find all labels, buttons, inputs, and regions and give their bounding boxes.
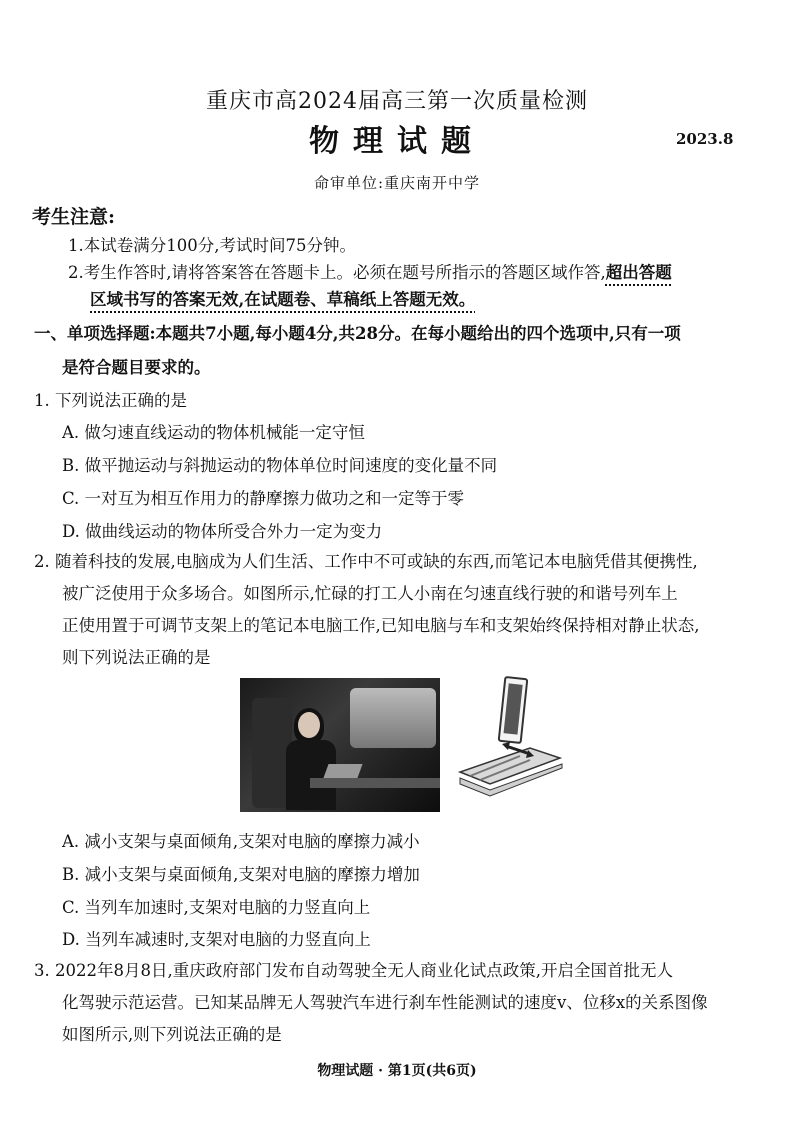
notice-item-1: 1.本试卷满分100分,考试时间75分钟。 <box>68 236 356 255</box>
q2-option-b: B. 减小支架与桌面倾角,支架对电脑的摩擦力增加 <box>62 865 420 884</box>
compiling-unit: 命审单位:重庆南开中学 <box>313 174 481 192</box>
q3-stem-2: 化驾驶示范运营。已知某品牌无人驾驶汽车进行刹车性能测试的速度v、位移x的关系图像 <box>62 993 708 1012</box>
q1-stem: 1. 下列说法正确的是 <box>34 391 187 410</box>
q2-stem-2: 被广泛使用于众多场合。如图所示,忙碌的打工人小南在匀速直线行驶的和谐号列车上 <box>62 584 678 603</box>
q2-stem-1: 2. 随着科技的发展,电脑成为人们生活、工作中不可或缺的东西,而笔记本电脑凭借其便携性, <box>34 552 698 571</box>
notice-item-2-text: 2.考生作答时,请将答案答在答题卡上。必须在题号所指示的答题区域作答, <box>68 263 606 282</box>
train-photo <box>240 678 440 812</box>
q1-option-d: D. 做曲线运动的物体所受合外力一定为变力 <box>62 522 383 541</box>
section-1-heading-cont: 是符合题目要求的。 <box>62 358 211 377</box>
section-1-heading: 一、单项选择题:本题共7小题,每小题4分,共28分。在每小题给出的四个选项中,只有一项 <box>34 324 681 343</box>
notice-heading: 考生注意: <box>32 206 116 228</box>
q3-stem-1: 3. 2022年8月8日,重庆政府部门发布自动驾驶全无人商业化试点政策,开启全国首批无人 <box>34 961 673 980</box>
subject-title: 物理试题 <box>309 124 485 159</box>
q1-option-a: A. 做匀速直线运动的物体机械能一定守恒 <box>62 423 365 442</box>
exam-title: 重庆市高2024届高三第一次质量检测 <box>206 89 588 114</box>
q2-stem-3: 正使用置于可调节支架上的笔记本电脑工作,已知电脑与车和支架始终保持相对静止状态, <box>62 616 700 635</box>
laptop-stand-diagram <box>450 672 570 812</box>
notice-item-2-cont: 区域书写的答案无效,在试题卷、草稿纸上答题无效。 <box>90 290 476 309</box>
q3-stem-3: 如图所示,则下列说法正确的是 <box>62 1025 282 1044</box>
page-footer: 物理试题 · 第1页(共6页) <box>317 1063 477 1079</box>
q1-option-b: B. 做平抛运动与斜抛运动的物体单位时间速度的变化量不同 <box>62 456 498 475</box>
q2-option-d: D. 当列车减速时,支架对电脑的力竖直向上 <box>62 930 371 949</box>
q2-stem-4: 则下列说法正确的是 <box>62 648 211 667</box>
q2-option-a: A. 减小支架与桌面倾角,支架对电脑的摩擦力减小 <box>62 832 420 851</box>
q1-option-c: C. 一对互为相互作用力的静摩擦力做功之和一定等于零 <box>62 489 465 508</box>
notice-item-2-emphasis: 超出答题 <box>605 263 672 282</box>
q2-option-c: C. 当列车加速时,支架对电脑的力竖直向上 <box>62 898 371 917</box>
notice-item-2 <box>68 259 672 283</box>
exam-date: 2023.8 <box>676 130 734 148</box>
